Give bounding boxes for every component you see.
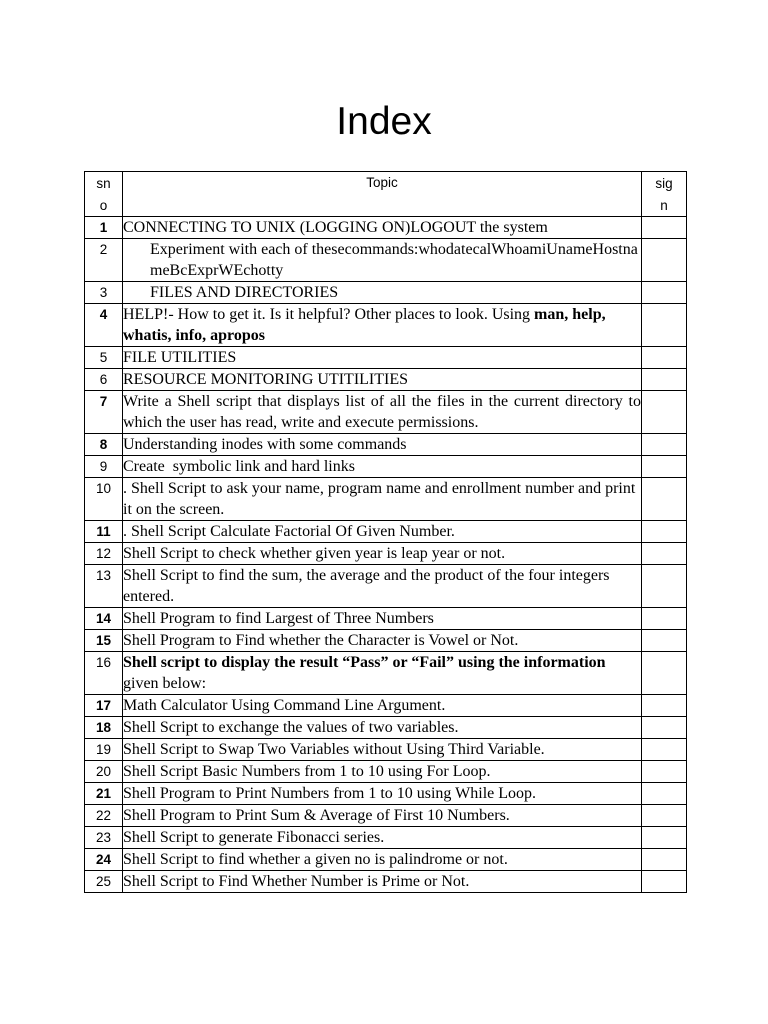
row-topic: FILES AND DIRECTORIES [123, 282, 642, 304]
table-header-row [85, 172, 687, 217]
row-topic: Shell Program to Print Numbers from 1 to 10 using While Loop. [123, 783, 642, 805]
table-row [85, 849, 687, 871]
row-topic: Shell Script to find the sum, the average and the product of the four integers entered. [123, 565, 642, 608]
row-number: 23 [85, 827, 123, 849]
row-sign-cell [642, 239, 687, 282]
row-sign-cell [642, 849, 687, 871]
index-table [84, 171, 687, 893]
table-row [85, 783, 687, 805]
row-number: 11 [85, 521, 123, 543]
table-row [85, 543, 687, 565]
row-number: 16 [85, 652, 123, 695]
header-sign [642, 172, 687, 217]
table-row [85, 652, 687, 695]
table-row [85, 695, 687, 717]
row-sign-cell [642, 805, 687, 827]
row-sign-cell [642, 695, 687, 717]
row-sign-cell [642, 478, 687, 521]
row-sign-cell [642, 783, 687, 805]
table-row [85, 521, 687, 543]
row-topic: Shell Script to exchange the values of two variables. [123, 717, 642, 739]
row-topic: Understanding inodes with some commands [123, 434, 642, 456]
row-topic: Shell Program to Print Sum & Average of First 10 Numbers. [123, 805, 642, 827]
row-number: 20 [85, 761, 123, 783]
row-number: 8 [85, 434, 123, 456]
row-sign-cell [642, 871, 687, 893]
table-row [85, 871, 687, 893]
row-sign-cell [642, 630, 687, 652]
table-row [85, 304, 687, 347]
table-row [85, 565, 687, 608]
row-topic: FILE UTILITIES [123, 347, 642, 369]
table-row [85, 761, 687, 783]
table-row [85, 805, 687, 827]
row-topic: RESOURCE MONITORING UTITILITIES [123, 369, 642, 391]
header-sign-line-1: sig [655, 176, 673, 191]
row-number: 5 [85, 347, 123, 369]
row-topic: Shell Script to find whether a given no is palindrome or not. [123, 849, 642, 871]
row-sign-cell [642, 369, 687, 391]
row-topic: Shell Script to check whether given year is leap year or not. [123, 543, 642, 565]
table-row [85, 608, 687, 630]
table-row [85, 717, 687, 739]
row-sign-cell [642, 565, 687, 608]
row-number: 4 [85, 304, 123, 347]
row-sign-cell [642, 347, 687, 369]
table-row [85, 391, 687, 434]
row-topic-bold-text: Shell script to display the result “Pass” or “Fail” using the information [123, 654, 606, 671]
row-topic [123, 304, 642, 347]
row-number: 14 [85, 608, 123, 630]
row-sign-cell [642, 282, 687, 304]
row-sign-cell [642, 717, 687, 739]
row-sign-cell [642, 521, 687, 543]
table-row [85, 478, 687, 521]
row-sign-cell [642, 456, 687, 478]
table-row [85, 239, 687, 282]
row-topic: . Shell Script Calculate Factorial Of Given Number. [123, 521, 642, 543]
row-sign-cell [642, 434, 687, 456]
row-sign-cell [642, 217, 687, 239]
row-number: 17 [85, 695, 123, 717]
table-row [85, 369, 687, 391]
row-number: 13 [85, 565, 123, 608]
row-sign-cell [642, 761, 687, 783]
table-row [85, 739, 687, 761]
row-number: 3 [85, 282, 123, 304]
header-sign-line-2: n [660, 198, 668, 213]
table-row [85, 456, 687, 478]
row-topic: Shell Script to Find Whether Number is Prime or Not. [123, 871, 642, 893]
row-topic-text: HELP!- How to get it. Is it helpful? Other places to look. Using [123, 306, 535, 323]
row-topic-text: given below: [123, 675, 207, 692]
table-row [85, 630, 687, 652]
row-topic: Create symbolic link and hard links [123, 456, 642, 478]
row-number: 10 [85, 478, 123, 521]
table-row [85, 434, 687, 456]
table-row [85, 282, 687, 304]
table-row [85, 217, 687, 239]
row-sign-cell [642, 827, 687, 849]
row-topic: . Shell Script to ask your name, program name and enrollment number and print it on the screen. [123, 478, 642, 521]
page-title: Index [336, 100, 432, 143]
row-number: 25 [85, 871, 123, 893]
row-topic: CONNECTING TO UNIX (LOGGING ON)LOGOUT the system [123, 217, 642, 239]
row-sign-cell [642, 652, 687, 695]
row-sign-cell [642, 391, 687, 434]
row-number: 19 [85, 739, 123, 761]
header-topic: Topic [123, 172, 642, 217]
row-sign-cell [642, 543, 687, 565]
row-topic-bold-text: man, help, whatis, info, apropos [123, 306, 606, 344]
row-topic: Shell Program to find Largest of Three Numbers [123, 608, 642, 630]
row-number: 22 [85, 805, 123, 827]
row-sign-cell [642, 304, 687, 347]
row-number: 6 [85, 369, 123, 391]
row-topic: Write a Shell script that displays list of all the files in the current directory to which the user has read, write and execute permissions. [123, 391, 642, 434]
row-number: 2 [85, 239, 123, 282]
row-topic: Math Calculator Using Command Line Argument. [123, 695, 642, 717]
row-sign-cell [642, 739, 687, 761]
row-number: 24 [85, 849, 123, 871]
row-number: 15 [85, 630, 123, 652]
header-sno [85, 172, 123, 217]
row-number: 7 [85, 391, 123, 434]
row-topic: Experiment with each of thesecommands:whodatecalWhoamiUnameHostnameBcExprWEchotty [123, 239, 642, 282]
row-number: 18 [85, 717, 123, 739]
row-topic: Shell Script to Swap Two Variables without Using Third Variable. [123, 739, 642, 761]
row-topic: Shell Script Basic Numbers from 1 to 10 using For Loop. [123, 761, 642, 783]
row-number: 21 [85, 783, 123, 805]
header-sno-line-2: o [99, 198, 108, 213]
row-topic [123, 652, 642, 695]
row-topic: Shell Program to Find whether the Character is Vowel or Not. [123, 630, 642, 652]
header-sno-line-1: sn [96, 176, 111, 191]
row-topic: Shell Script to generate Fibonacci series. [123, 827, 642, 849]
table-row [85, 347, 687, 369]
table-row [85, 827, 687, 849]
row-number: 1 [85, 217, 123, 239]
row-sign-cell [642, 608, 687, 630]
row-number: 9 [85, 456, 123, 478]
row-number: 12 [85, 543, 123, 565]
